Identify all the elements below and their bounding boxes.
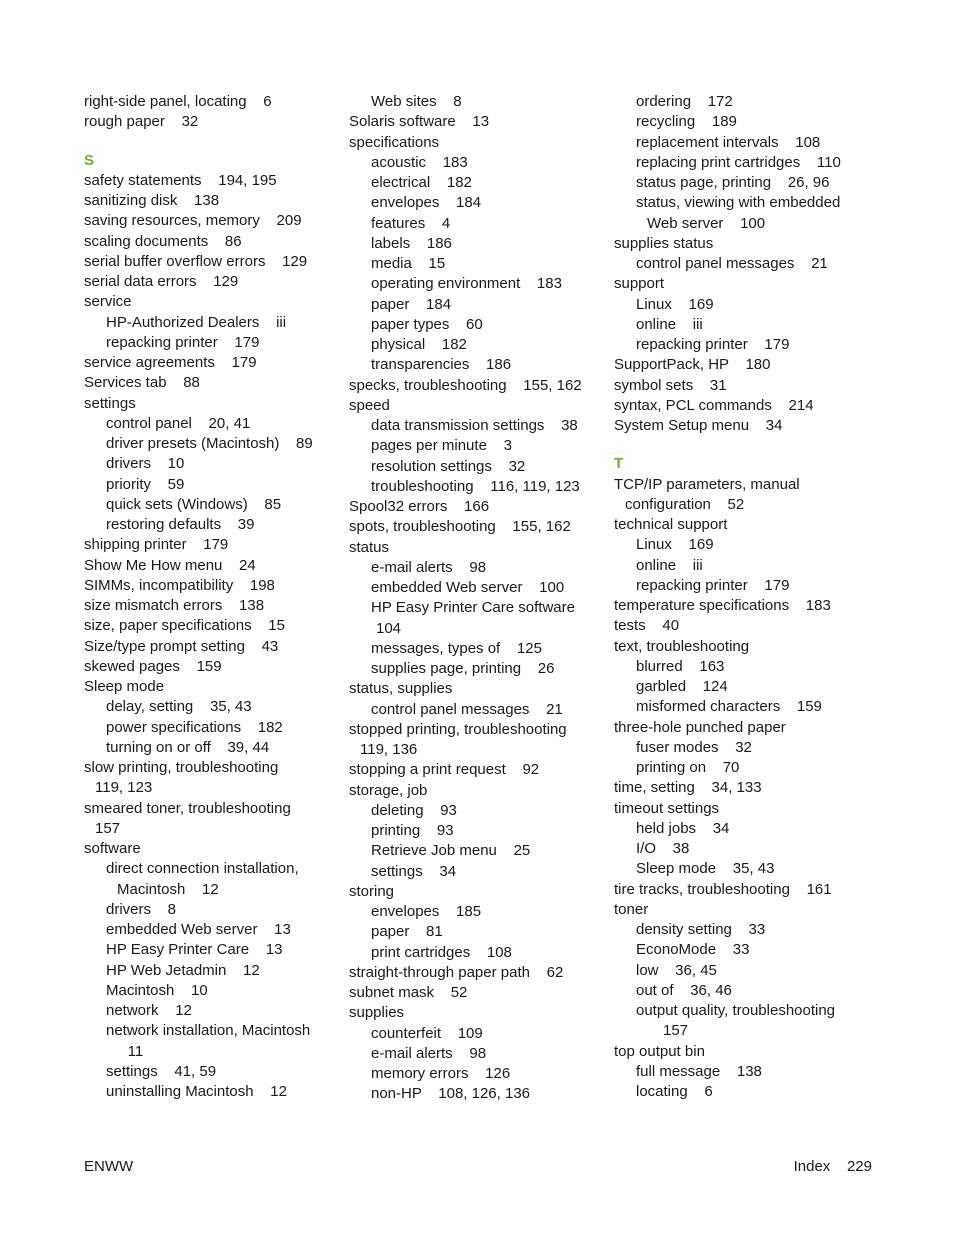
index-entry: status [349,538,390,556]
index-entry: toner [614,900,649,918]
index-entry: scaling documents 86 [84,232,242,250]
index-entry: speed [349,396,390,414]
index-entry: repacking printer 179 [636,576,790,594]
footer-page-number: Index 229 [793,1158,872,1175]
index-entry: Macintosh 12 [117,880,219,898]
index-entry: embedded Web server 13 [106,921,291,938]
index-entry: quick sets (Windows) 85 [106,495,282,513]
index-entry: print cartridges 108 [371,943,512,961]
index-entry: specifications [349,133,440,151]
index-entry: subnet mask 52 [349,984,468,1001]
index-entry: drivers 10 [106,455,185,473]
index-entry: deleting 93 [371,801,457,819]
index-entry: pages per minute 3 [371,437,512,455]
index-entry: physical 182 [371,336,467,353]
index-entry: HP Easy Printer Care 13 [106,941,283,959]
index-entry: saving resources, memory 209 [84,212,302,230]
index-entry: operating environment 183 [371,275,562,293]
index-entry: envelopes 184 [371,194,482,212]
index-entry: features 4 [371,214,451,232]
index-entry: e-mail alerts 98 [371,558,487,576]
index-entry: Solaris software 13 [349,113,490,131]
index-entry: shipping printer 179 [84,536,229,554]
index-entry: Macintosh 10 [106,981,208,999]
index-entry: straight-through paper path 62 [349,963,564,981]
index-entry: e-mail alerts 98 [371,1044,487,1062]
index-entry: output quality, troubleshooting [636,1002,836,1019]
index-entry: tests 40 [614,617,680,635]
index-entry: printing 93 [371,822,454,839]
index-column-2 [349,92,604,1105]
index-entry: paper 184 [371,295,452,313]
index-entry: storage, job [349,781,428,799]
index-entry: tire tracks, troubleshooting 161 [614,880,832,898]
index-entry: spots, troubleshooting 155, 162 [349,518,571,536]
footer-publication-code: ENWW [84,1158,134,1175]
index-entry: rough paper 32 [84,113,199,131]
index-entry: envelopes 185 [371,903,482,920]
index-entry: restoring defaults 39 [106,516,255,533]
index-entry: control panel messages 21 [636,255,828,272]
index-entry: troubleshooting 116, 119, 123 [371,477,580,495]
index-entry: configuration 52 [625,495,745,513]
index-entry: 104 [376,619,402,637]
index-entry: serial data errors 129 [84,273,239,290]
index-entry: non-HP 108, 126, 136 [371,1085,531,1103]
index-entry: Services tab 88 [84,374,200,392]
index-entry: delay, setting 35, 43 [106,698,252,716]
index-entry: misformed characters 159 [636,698,822,716]
index-entry: top output bin [614,1042,705,1060]
index-entry: time, setting 34, 133 [614,779,762,797]
index-entry: three-hole punched paper [614,718,786,736]
index-entry: control panel messages 21 [371,700,563,718]
index-entry: acoustic 183 [371,153,468,171]
index-entry: fuser modes 32 [636,738,752,756]
index-entry: symbol sets 31 [614,376,727,394]
index-entry: 11 [111,1042,144,1060]
index-entry: network installation, Macintosh [106,1022,311,1040]
index-entry: service agreements 179 [84,354,257,371]
index-entry: transparencies 186 [371,356,512,374]
index-entry: memory errors 126 [371,1065,511,1082]
index-entry: Web sites 8 [371,93,462,110]
index-entry: printing on 70 [636,759,740,776]
index-entry: garbled 124 [636,678,728,695]
index-entry: locating 6 [636,1083,713,1100]
index-entry: HP Web Jetadmin 12 [106,961,260,979]
index-entry: online iii [636,315,703,333]
index-entry: replacement intervals 108 [636,133,821,151]
index-entry: electrical 182 [371,174,472,191]
index-entry: repacking printer 179 [636,336,790,353]
index-entry: Spool32 errors 166 [349,498,490,515]
index-entry: safety statements 194, 195 [84,171,277,189]
index-entry: uninstalling Macintosh 12 [106,1083,287,1100]
index-entry: text, troubleshooting [614,637,750,655]
index-entry: stopped printing, troubleshooting [349,720,567,738]
index-entry: Web server 100 [647,214,766,232]
index-entry: full message 138 [636,1062,762,1080]
index-entry: replacing print cartridges 110 [636,153,841,171]
index-entry: slow printing, troubleshooting [84,759,279,776]
index-entry: network 12 [106,1002,192,1019]
index-entry: stopping a print request 92 [349,761,540,779]
index-entry: paper types 60 [371,315,483,333]
index-entry: drivers 8 [106,900,177,918]
index-entry: blurred 163 [636,657,725,675]
index-entry: Linux 169 [636,295,714,313]
index-entry: Retrieve Job menu 25 [371,842,531,860]
index-entry: online iii [636,556,703,574]
index-entry: sanitizing disk 138 [84,192,220,209]
index-entry: HP-Authorized Dealers iii [106,313,287,331]
index-entry: TCP/IP parameters, manual [614,475,800,493]
index-entry: settings [84,394,136,412]
index-entry: turning on or off 39, 44 [106,738,270,756]
index-entry: Sleep mode 35, 43 [636,860,775,878]
index-entry: Linux 169 [636,536,714,554]
index-entry: supplies status [614,234,714,252]
index-entry: HP Easy Printer Care software [371,599,575,617]
index-entry: paper 81 [371,923,443,941]
index-entry: Size/type prompt setting 43 [84,637,279,655]
index-section-letter: T [614,455,624,473]
index-column-3 [614,92,874,1102]
index-entry: supplies [349,1004,405,1022]
index-entry: driver presets (Macintosh) 89 [106,435,313,452]
index-entry: media 15 [371,255,446,272]
index-entry: 157 [95,819,121,837]
index-section-letter: S [84,151,95,169]
index-entry: supplies page, printing 26 [371,660,555,677]
index-entry: control panel 20, 41 [106,414,251,432]
index-entry: status page, printing 26, 96 [636,174,830,191]
index-entry: Show Me How menu 24 [84,556,256,574]
index-entry: power specifications 182 [106,718,283,736]
index-entry: temperature specifications 183 [614,597,831,614]
index-entry: repacking printer 179 [106,333,260,351]
index-entry: held jobs 34 [636,819,730,837]
index-entry: settings 41, 59 [106,1062,217,1080]
index-entry: skewed pages 159 [84,657,222,675]
index-entry: 119, 136 [360,741,418,758]
index-entry: Sleep mode [84,678,165,695]
index-entry: SIMMs, incompatibility 198 [84,576,275,594]
index-entry: serial buffer overflow errors 129 [84,252,308,270]
index-entry: System Setup menu 34 [614,417,783,434]
index-entry: data transmission settings 38 [371,417,578,434]
index-entry: syntax, PCL commands 214 [614,396,814,414]
index-entry: right-side panel, locating 6 [84,93,272,110]
index-entry: ordering 172 [636,93,733,110]
index-entry: direct connection installation, [106,860,299,878]
index-entry: status, viewing with embedded [636,194,841,212]
index-entry: support [614,275,665,293]
index-entry: density setting 33 [636,921,766,938]
index-entry: specks, troubleshooting 155, 162 [349,376,582,394]
index-entry: recycling 189 [636,113,737,131]
index-entry: smeared toner, troubleshooting [84,799,291,817]
index-entry: storing [349,882,395,900]
index-entry: labels 186 [371,234,452,252]
index-column-1 [84,92,334,1102]
index-entry: low 36, 45 [636,961,717,979]
index-entry: resolution settings 32 [371,457,526,475]
index-entry: size mismatch errors 138 [84,597,265,614]
index-entry: SupportPack, HP 180 [614,356,771,374]
index-entry: 119, 123 [95,779,153,797]
index-entry: size, paper specifications 15 [84,617,285,635]
index-entry: settings 34 [371,862,457,880]
index-entry: 157 [663,1022,689,1040]
index-entry: priority 59 [106,475,185,493]
index-entry: software [84,840,141,857]
index-entry: service [84,293,132,311]
index-entry: I/O 38 [636,840,690,857]
index-entry: status, supplies [349,680,453,698]
index-entry: messages, types of 125 [371,639,542,657]
index-entry: EconoMode 33 [636,941,750,959]
index-entry: counterfeit 109 [371,1024,483,1042]
index-entry: technical support [614,516,728,533]
index-entry: embedded Web server 100 [371,579,565,596]
index-entry: out of 36, 46 [636,981,732,999]
index-entry: timeout settings [614,799,720,817]
